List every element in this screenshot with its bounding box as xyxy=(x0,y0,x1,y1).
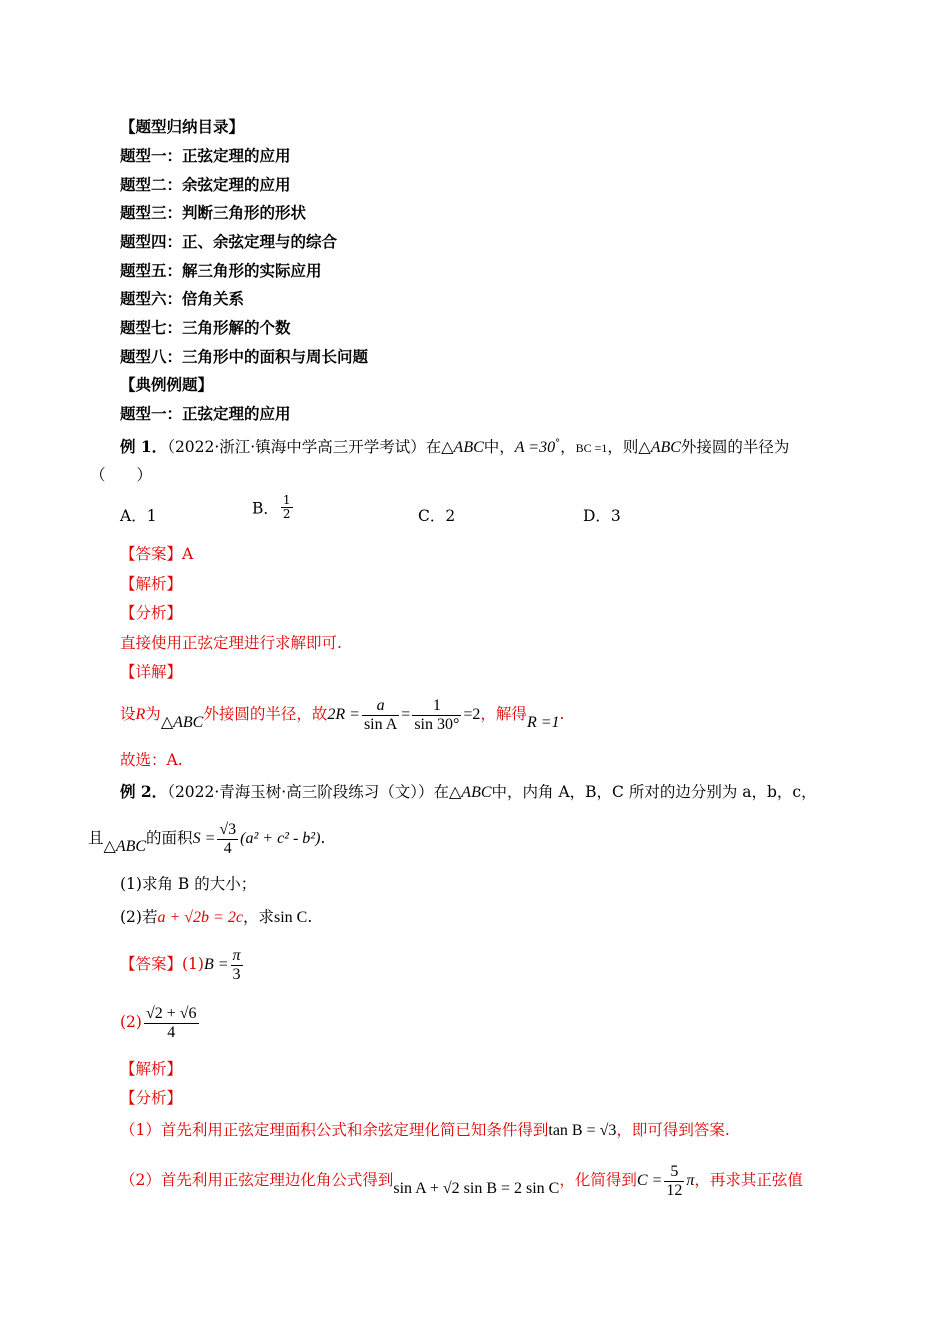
ex1-option-b: B． $\frac{1}{2}$ xyxy=(252,493,291,521)
ex2-answer-fraction-sqrt: $\frac{√2 + √6}{4}$ xyxy=(145,1004,197,1041)
ex2-fenxi-1: （1）首先利用正弦定理面积公式和余弦定理化简已知条件得到tan B = √3，即可得到答案. xyxy=(120,1121,730,1139)
toc-item-5: 题型五：解三角形的实际应用 xyxy=(120,261,322,280)
toc-heading: 【题型归纳目录】 xyxy=(120,117,245,136)
ex1-fraction-a-sinA: $\frac{a}{\text{sin A}}$ xyxy=(363,696,398,733)
ex1-detail-label: 【详解】 xyxy=(120,663,183,681)
ex2-answer-1: 【答案】(1)B = $\frac{\pi}{3}$ xyxy=(120,946,241,983)
toc-item-6: 题型六：倍角关系 xyxy=(120,289,245,308)
section1-title: 题型一：正弦定理的应用 xyxy=(120,404,291,423)
toc-item-3: 题型三：判断三角形的形状 xyxy=(120,203,307,222)
ex1-fenxi-label: 【分析】 xyxy=(120,604,183,622)
ex2-q1: (1)求角 B 的大小； xyxy=(120,875,257,893)
ex2-fraction-5-12: $\frac{5}{12}$ xyxy=(666,1162,683,1199)
ex2-answer-fraction-pi-3: $\frac{\pi}{3}$ xyxy=(232,946,241,983)
ex1-option-c: C．2 xyxy=(418,507,456,525)
ex1-fenxi-text: 直接使用正弦定理进行求解即可. xyxy=(120,634,342,652)
ex2-analysis-label: 【解析】 xyxy=(120,1060,183,1078)
ex2-fraction-sqrt3-4: $\frac{√3}{4}$ xyxy=(219,820,237,857)
ex2-label: 例 2． xyxy=(120,782,168,801)
ex2-fenxi-2: （2）首先利用正弦定理边化角公式得到sin A + √2 sin B = 2 sin C，化简得到C = $\frac{5}{12}$ π，再求其正弦值 xyxy=(120,1162,803,1199)
ex2-fenxi-label: 【分析】 xyxy=(120,1089,183,1107)
ex1-question: 例 1．（2022·浙江·镇海中学高三开学考试）在△ABC中，A =30°，BC =1，则△ABC外接圆的半径为 xyxy=(120,437,790,457)
ex2-question: 例 2．（2022·青海玉树·高三阶段练习（文））在△ABC中，内角 A，B，C 所对的边分别为 a，b，c， xyxy=(120,782,817,801)
ex1-option-b-fraction: $\frac{1}{2}$ xyxy=(282,493,291,521)
ex2-answer-2: (2) $\frac{√2 + √6}{4}$ xyxy=(120,1004,197,1041)
ex1-option-d: D．3 xyxy=(583,507,621,525)
toc-item-8: 题型八：三角形中的面积与周长问题 xyxy=(120,347,369,366)
ex1-answer: 【答案】A xyxy=(120,545,194,563)
ex1-fraction-1-sin30: $\frac{1}{\sin 30^\circ}$ xyxy=(414,696,460,733)
ex2-q2: (2)若a + √2b = 2c，求sin C. xyxy=(120,908,313,926)
toc-item-2: 题型二：余弦定理的应用 xyxy=(120,175,291,194)
ex1-analysis-label: 【解析】 xyxy=(120,575,183,593)
toc-item-1: 题型一：正弦定理的应用 xyxy=(120,146,291,165)
ex1-choice: 故选：A. xyxy=(120,751,183,769)
examples-heading: 【典例例题】 xyxy=(120,375,214,394)
ex1-label: 例 1． xyxy=(120,437,168,457)
ex1-option-a: A．1 xyxy=(120,507,157,525)
toc-item-4: 题型四：正、余弦定理与的综合 xyxy=(120,232,338,251)
ex2-area-condition: 且△ABC的面积S = $\frac{√3}{4}$ (a² + c² - b²). xyxy=(88,820,326,857)
toc-item-7: 题型七：三角形解的个数 xyxy=(120,318,291,337)
ex1-solution: 设R为△ABC外接圆的半径，故2R = $\frac{a}{\text{sin A}}$ = $\frac{1}{\sin 30^\circ}$ =2，解得R =1. xyxy=(120,696,565,733)
ex1-paren: （ ） xyxy=(90,466,153,484)
